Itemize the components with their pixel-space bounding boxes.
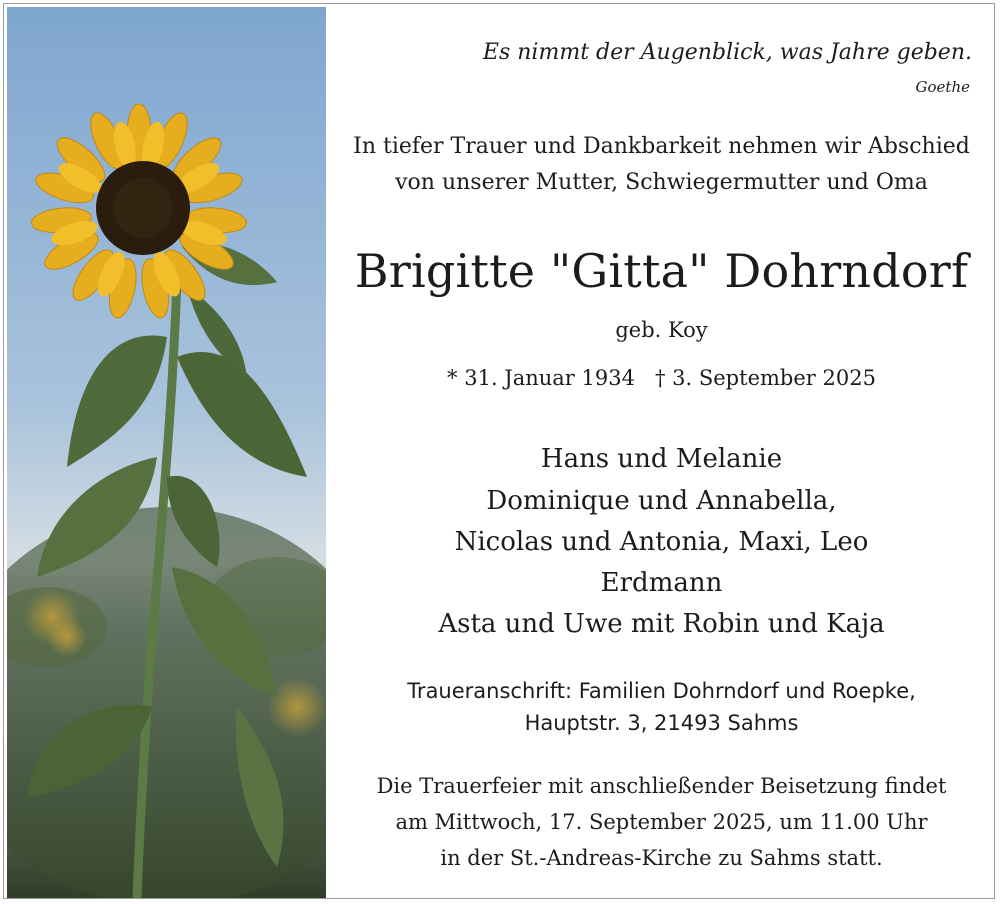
family-line: Nicolas und Antonia, Maxi, Leo <box>454 527 869 557</box>
life-dates: * 31. Januar 1934 † 3. September 2025 <box>447 366 876 390</box>
service-line: Die Trauerfeier mit anschließender Beisetzung findet <box>376 774 947 798</box>
sunflower-image <box>7 7 326 898</box>
address-line: Hauptstr. 3, 21493 Sahms <box>524 711 799 735</box>
obituary-text <box>329 4 994 898</box>
birth-name: geb. Koy <box>615 318 708 342</box>
family-line: Erdmann <box>600 568 723 598</box>
quote-author: Goethe <box>915 78 970 96</box>
obituary-card <box>3 3 995 899</box>
intro-line: von unserer Mutter, Schwiegermutter und Oma <box>395 170 928 195</box>
service-line: am Mittwoch, 17. September 2025, um 11.00 Uhr <box>395 810 928 834</box>
address-line: Traueranschrift: Familien Dohrndorf und Roepke, <box>407 679 916 703</box>
family-line: Dominique und Annabella, <box>486 486 837 516</box>
family-line: Hans und Melanie <box>540 444 783 474</box>
family-line: Asta und Uwe mit Robin und Kaja <box>438 609 885 639</box>
deceased-name: Brigitte "Gitta" Dohrndorf <box>354 244 969 298</box>
intro-line: In tiefer Trauer und Dankbarkeit nehmen wir Abschied <box>353 134 970 159</box>
service-line: in der St.-Andreas-Kirche zu Sahms statt. <box>440 846 883 870</box>
quote-text: Es nimmt der Augenblick, was Jahre geben. <box>482 40 972 65</box>
